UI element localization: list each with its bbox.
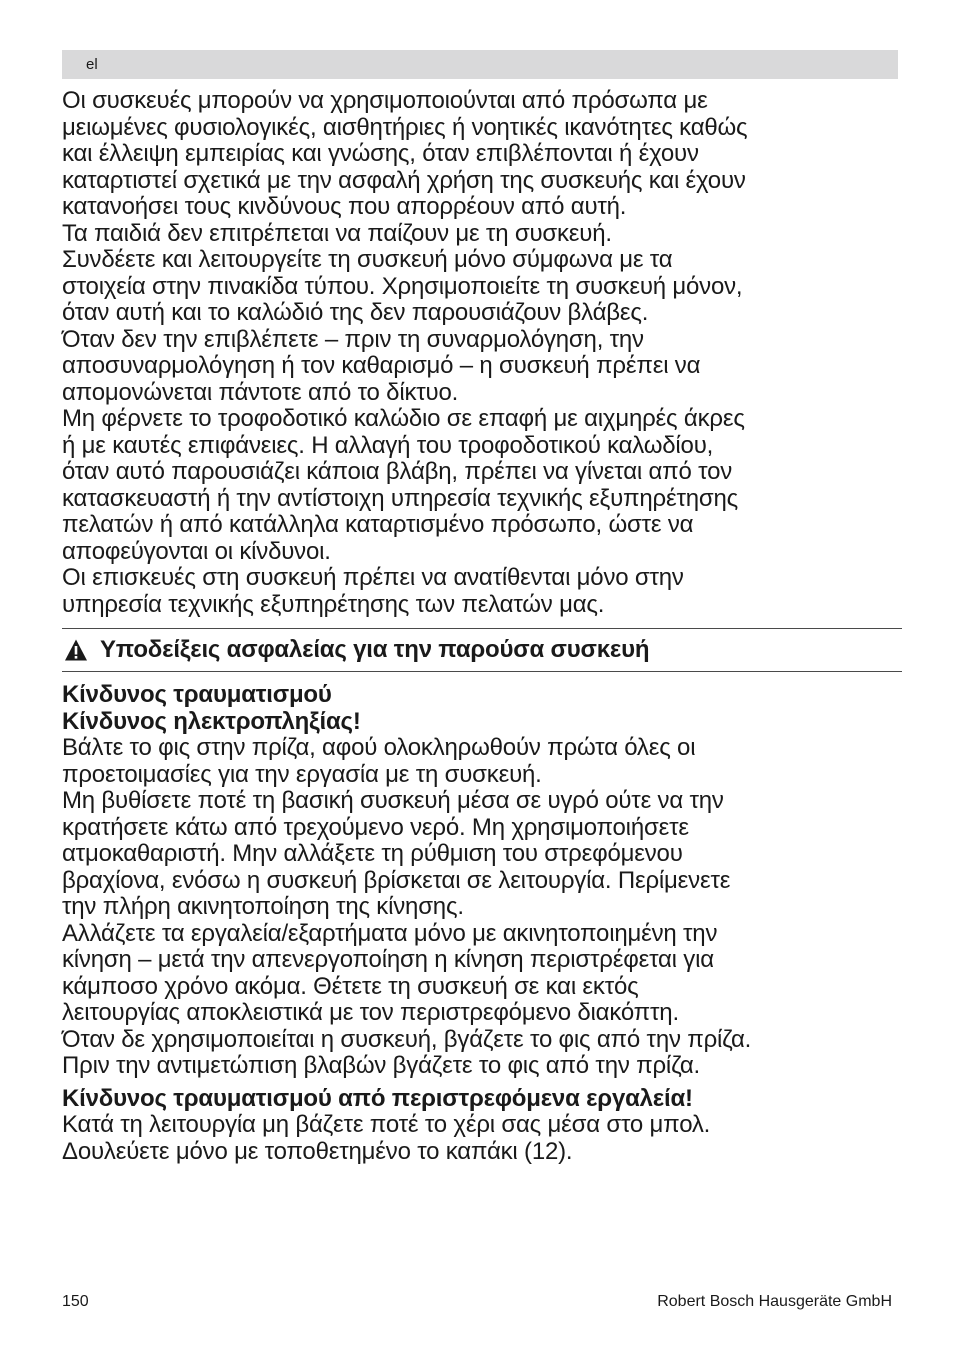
- intro-section: [62, 88, 902, 618]
- text-line: κατασκευαστή ή την αντίστοιχη υπηρεσία τεχνικής εξυπηρέτησης: [62, 484, 739, 512]
- text-line: Πριν την αντιμετώπιση βλαβών βγάζετε το φις από την πρίζα.: [62, 1052, 700, 1079]
- text-line: πελατών ή από κατάλληλα καταρτισμένο πρόσωπο, ώστε να: [62, 511, 694, 538]
- section-title: Υποδείξεις ασφαλείας για την παρούσα συσκευή: [100, 636, 650, 663]
- text-line: κίνηση – μετά την απενεργοποίηση η κίνηση περιστρέφεται για: [62, 946, 714, 973]
- text-line: υπηρεσία τεχνικής εξυπηρέτησης των πελατών μας.: [62, 590, 605, 618]
- text-line: Οι επισκευές στη συσκευή πρέπει να ανατίθενται μόνο στην: [62, 564, 684, 591]
- text-line: Βάλτε το φις στην πρίζα, αφού ολοκληρωθούν πρώτα όλες οι: [62, 734, 696, 761]
- text-line: ή με καυτές επιφάνειες. Η αλλαγή του τροφοδοτικού καλωδίου,: [62, 431, 714, 459]
- text-line: όταν αυτή και το καλώδιό της δεν παρουσιάζουν βλάβες.: [62, 299, 649, 326]
- company-name: Robert Bosch Hausgeräte GmbH: [657, 1293, 892, 1310]
- text-line: και έλλειψη εμπειρίας και γνώσης, όταν επιβλέπονται ή έχουν: [62, 140, 699, 167]
- text-line: Κατά τη λειτουργία μη βάζετε ποτέ το χέρι σας μέσα στο μπολ.: [62, 1111, 711, 1138]
- text-line: καταρτιστεί σχετικά με την ασφαλή χρήση της συσκευής και έχουν: [62, 166, 746, 194]
- warning-triangle-icon: [64, 638, 88, 662]
- language-bar: [62, 50, 898, 79]
- text-line: προετοιμασίες για την εργασία με τη συσκευή.: [62, 760, 542, 788]
- text-line: την πλήρη ακινητοποίηση της κίνησης.: [62, 893, 464, 920]
- text-line: ατμοκαθαριστή. Μην αλλάξετε τη ρύθμιση του στρεφόμενου: [62, 840, 683, 867]
- text-line: Συνδέετε και λειτουργείτε τη συσκευή μόνο σύμφωνα με τα: [62, 246, 673, 273]
- section-divider-bottom: [62, 671, 902, 672]
- text-line: Μη βυθίσετε ποτέ τη βασική συσκευή μέσα σε υγρό ούτε να την: [62, 787, 724, 814]
- text-line: βραχίονα, ενόσω η συσκευή βρίσκεται σε λειτουργία. Περίμενετε: [62, 866, 731, 894]
- hazard-title: Κίνδυνος τραυματισμού: [62, 681, 332, 708]
- text-line: αποφεύγονται οι κίνδυνοι.: [62, 537, 331, 565]
- text-line: κάμποσο χρόνο ακόμα. Θέτετε τη συσκευή σε και εκτός: [62, 972, 639, 1000]
- hazard-block-rotating-tools: [62, 1086, 902, 1166]
- text-line: απομονώνεται πάντοτε από το δίκτυο.: [62, 378, 459, 406]
- text-line: κατανοήσει τους κινδύνους που απορρέουν από αυτή.: [62, 193, 627, 220]
- language-code: el: [86, 56, 98, 73]
- text-line: Όταν δε χρησιμοποιείται η συσκευή, βγάζετε το φις από την πρίζα.: [62, 1025, 752, 1053]
- text-line: αποσυναρμολόγηση ή τον καθαρισμό – η συσκευή πρέπει να: [62, 352, 701, 379]
- page-content: [62, 88, 902, 1165]
- hazard-title: Κίνδυνος τραυματισμού από περιστρεφόμενα εργαλεία!: [62, 1084, 693, 1112]
- text-line: Όταν δεν την επιβλέπετε – πριν τη συναρμολόγηση, την: [62, 325, 644, 353]
- hazard-title: Κίνδυνος ηλεκτροπληξίας!: [62, 707, 361, 735]
- page-number: 150: [62, 1293, 89, 1310]
- hazard-block-electric: [62, 682, 902, 1080]
- text-line: μειωμένες φυσιολογικές, αισθητήριες ή νοητικές ικανότητες καθώς: [62, 113, 748, 141]
- text-line: Οι συσκευές μπορούν να χρησιμοποιούνται από πρόσωπα με: [62, 87, 708, 114]
- text-line: λειτουργίας αποκλειστικά με τον περιστρεφόμενο διακόπτη.: [62, 999, 679, 1026]
- text-line: Τα παιδιά δεν επιτρέπεται να παίζουν με τη συσκευή.: [62, 219, 612, 247]
- text-line: κρατήσετε κάτω από τρεχούμενο νερό. Μη χρησιμοποιήσετε: [62, 813, 689, 841]
- text-line: Δουλεύετε μόνο με τοποθετημένο το καπάκι (12).: [62, 1137, 573, 1165]
- text-line: Αλλάζετε τα εργαλεία/εξαρτήματα μόνο με ακινητοποιημένη την: [62, 919, 718, 947]
- text-line: όταν αυτό παρουσιάζει κάποια βλάβη, πρέπει να γίνεται από τον: [62, 458, 733, 485]
- section-heading: [62, 629, 902, 671]
- text-line: στοιχεία στην πινακίδα τύπου. Χρησιμοποιείτε τη συσκευή μόνον,: [62, 272, 743, 300]
- text-line: Μη φέρνετε το τροφοδοτικό καλώδιο σε επαφή με αιχμηρές άκρες: [62, 405, 745, 432]
